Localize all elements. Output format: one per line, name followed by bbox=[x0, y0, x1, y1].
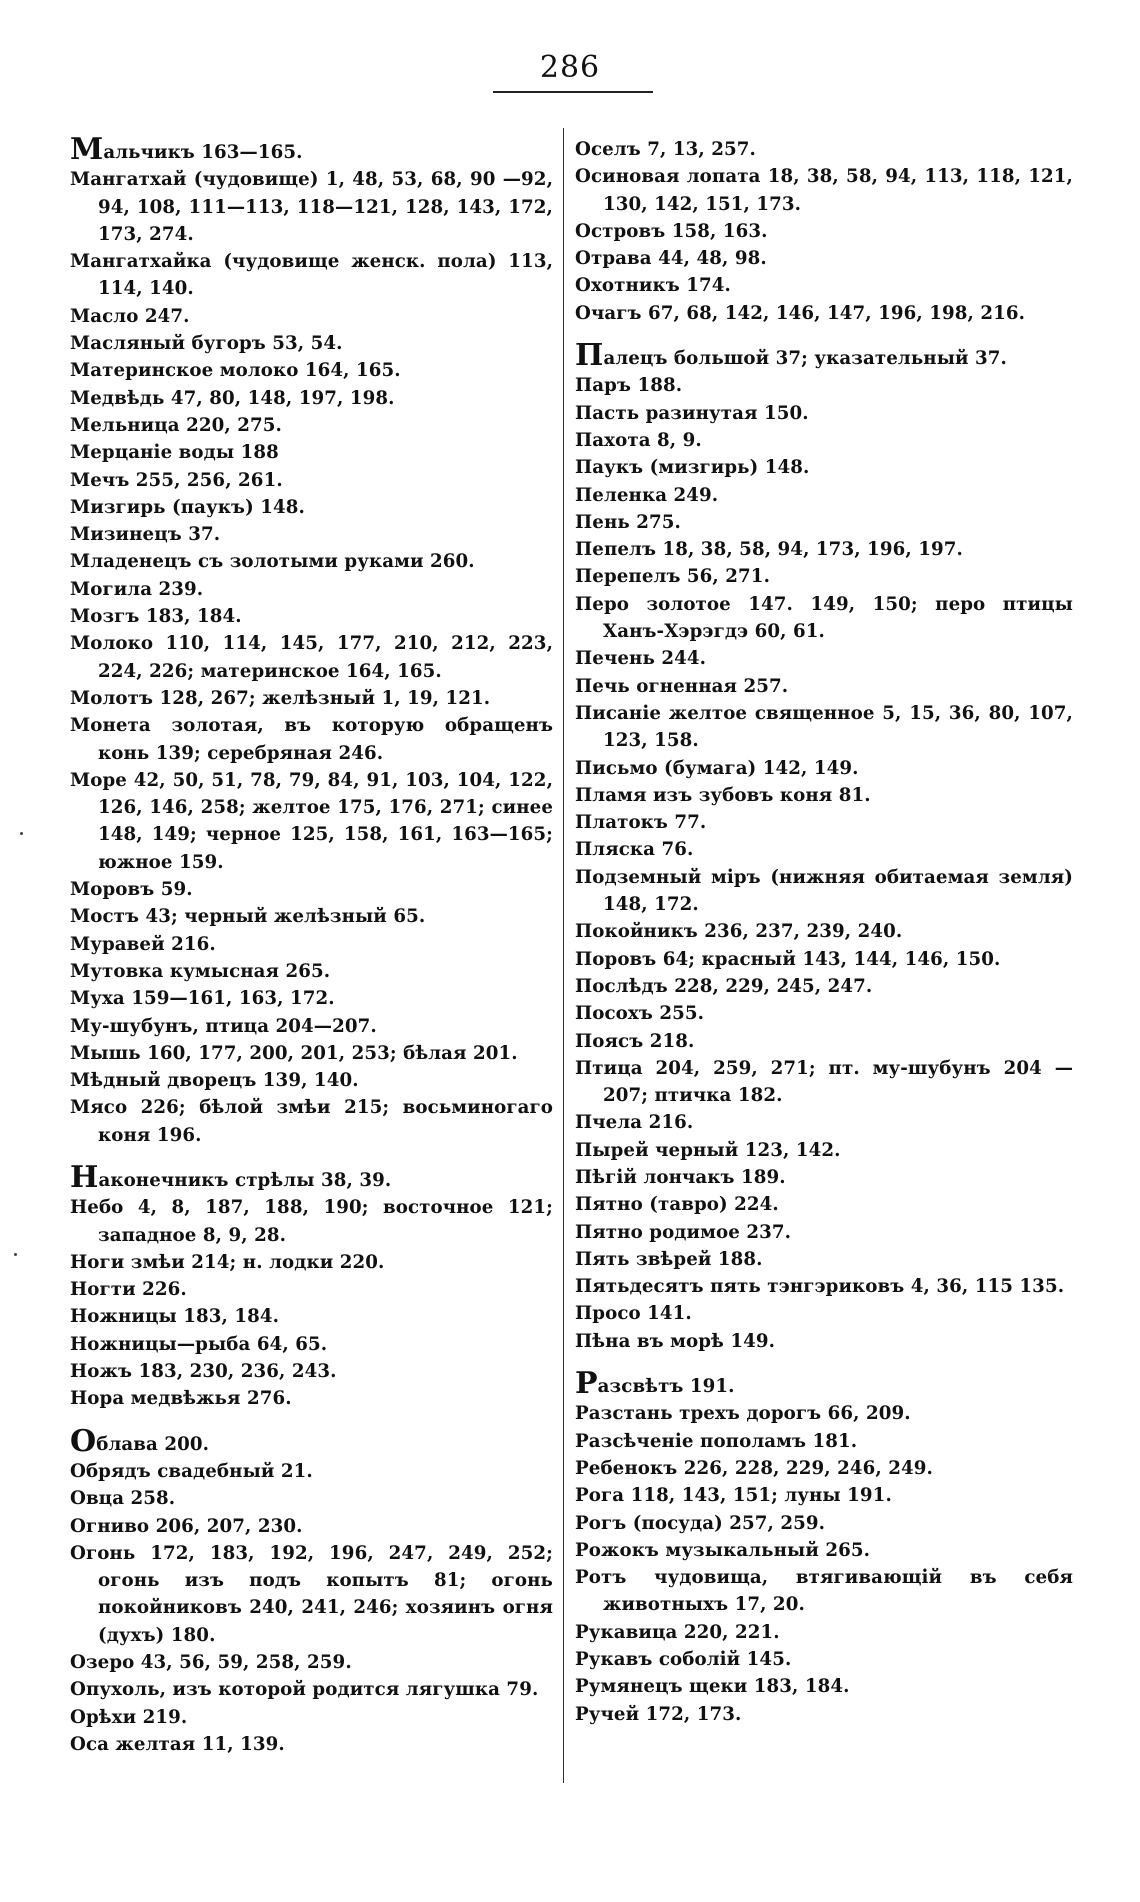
entry-text: альчикъ 163—165. bbox=[103, 142, 303, 163]
index-entry bbox=[575, 163, 1073, 218]
index-entry bbox=[70, 385, 553, 412]
index-entry bbox=[70, 603, 553, 630]
entry-text: Мельница 220, 275. bbox=[70, 414, 282, 436]
index-entry bbox=[70, 1358, 553, 1385]
initial-capital: Н bbox=[70, 1159, 99, 1195]
index-entry bbox=[575, 918, 1073, 945]
index-entry bbox=[70, 685, 553, 712]
entry-text: Румянецъ щеки 183, 184. bbox=[575, 1676, 850, 1698]
index-entry bbox=[70, 1731, 553, 1758]
entry-text: Молоко 110, 114, 145, 177, 210, 212, 223, 224, 226; материнское 164, 165. bbox=[70, 633, 553, 682]
index-entry bbox=[70, 166, 553, 248]
entry-text: Пень 275. bbox=[575, 511, 681, 533]
index-entry bbox=[575, 1055, 1073, 1110]
entry-text: Пѣгій лончакъ 189. bbox=[575, 1166, 786, 1188]
initial-capital: Р bbox=[575, 1366, 598, 1402]
index-entry bbox=[70, 548, 553, 575]
entry-text: Просо 141. bbox=[575, 1303, 692, 1325]
index-entry bbox=[575, 482, 1073, 509]
index-entry bbox=[575, 1619, 1073, 1646]
entry-text: Пляска 76. bbox=[575, 839, 694, 861]
index-entry bbox=[575, 645, 1073, 672]
index-entry bbox=[575, 1482, 1073, 1509]
entry-text: Оса желтая 11, 139. bbox=[70, 1733, 285, 1755]
entry-text: Ротъ чудовища, втягивающій въ себя животныхъ 17, 20. bbox=[575, 1567, 1073, 1616]
entry-text: Мясо 226; бѣлой змѣи 215; восьминогаго коня 196. bbox=[70, 1097, 553, 1146]
entry-text: Ноги змѣи 214; н. лодки 220. bbox=[70, 1251, 385, 1273]
entry-text: Младенецъ съ золотыми руками 260. bbox=[70, 551, 475, 573]
entry-text: Мерцаніе воды 188 bbox=[70, 442, 279, 464]
index-entry bbox=[70, 439, 553, 466]
index-entry bbox=[70, 1676, 553, 1703]
entry-text: Отрава 44, 48, 98. bbox=[575, 248, 767, 270]
index-letter-entry bbox=[70, 1423, 553, 1459]
index-entry bbox=[70, 1540, 553, 1649]
entry-text: Птица 204, 259, 271; пт. му-шубунъ 204 —207; птичка 182. bbox=[575, 1057, 1073, 1107]
entry-text: Пахота 8, 9. bbox=[575, 429, 702, 451]
index-entry bbox=[575, 755, 1073, 782]
entry-text: Пламя изъ зубовъ коня 81. bbox=[575, 784, 871, 806]
entry-text: Обрядъ свадебный 21. bbox=[70, 1460, 313, 1482]
index-entry bbox=[575, 1428, 1073, 1455]
index-entry bbox=[70, 330, 553, 357]
entry-text: Опухоль, изъ которой родится лягушка 79. bbox=[70, 1679, 539, 1701]
initial-capital: М bbox=[70, 132, 104, 167]
entry-text: Мозгъ 183, 184. bbox=[70, 606, 242, 628]
entry-text: Мангатхай (чудовище) 1, 48, 53, 68, 90 —92, 94, 108, 111—113, 118—121, 128, 143, 172, 173, 274. bbox=[70, 169, 553, 245]
index-entry bbox=[575, 1191, 1073, 1218]
index-entry bbox=[575, 1328, 1073, 1355]
entry-text: Пасть разинутая 150. bbox=[575, 402, 809, 424]
index-letter-entry bbox=[70, 132, 553, 167]
entry-text: Ногти 226. bbox=[70, 1279, 187, 1301]
entry-text: Ножъ 183, 230, 236, 243. bbox=[70, 1361, 337, 1383]
page-number: 286 bbox=[539, 50, 601, 85]
index-entry bbox=[575, 1028, 1073, 1055]
scan-speck bbox=[14, 1253, 17, 1256]
index-entry bbox=[70, 1385, 553, 1412]
entry-text: блава 200. bbox=[96, 1433, 210, 1455]
index-entry bbox=[70, 467, 553, 494]
index-entry bbox=[575, 1219, 1073, 1246]
entry-text: Посохъ 255. bbox=[575, 1003, 705, 1025]
entry-text: Молотъ 128, 267; желѣзный 1, 19, 121. bbox=[70, 687, 491, 709]
entry-text: Островъ 158, 163. bbox=[575, 220, 768, 242]
entry-text: Писаніе желтое священное 5, 15, 36, 80, 107, 123, 158. bbox=[575, 702, 1073, 752]
entry-text: Печень 244. bbox=[575, 648, 707, 670]
entry-text: Рогъ (посуда) 257, 259. bbox=[575, 1512, 826, 1534]
entry-text: Рожокъ музыкальный 265. bbox=[575, 1539, 871, 1561]
index-entry bbox=[575, 1400, 1073, 1427]
initial-capital: О bbox=[70, 1423, 97, 1459]
entry-text: Масло 247. bbox=[70, 305, 190, 327]
index-entry bbox=[575, 1564, 1073, 1619]
entry-text: Очагъ 67, 68, 142, 146, 147, 196, 198, 216. bbox=[575, 302, 1026, 324]
entry-text: Мангатхайка (чудовище женск. пола) 113, 114, 140. bbox=[70, 251, 553, 300]
index-entry bbox=[575, 136, 1073, 163]
index-entry bbox=[575, 864, 1073, 919]
entry-text: Пеленка 249. bbox=[575, 484, 719, 506]
index-entry bbox=[575, 509, 1073, 536]
entry-text: Могила 239. bbox=[70, 578, 204, 600]
entry-text: Пчела 216. bbox=[575, 1112, 694, 1134]
entry-text: Мечъ 255, 256, 261. bbox=[70, 469, 283, 491]
index-entry bbox=[575, 700, 1073, 755]
entry-text: Паръ 188. bbox=[575, 375, 683, 397]
index-letter-entry bbox=[575, 338, 1073, 374]
index-entry bbox=[70, 958, 553, 985]
index-entry bbox=[575, 1673, 1073, 1700]
entry-text: Пепелъ 18, 38, 58, 94, 173, 196, 197. bbox=[575, 539, 963, 561]
entry-text: Монета золотая, въ которую обращенъ конь 139; серебряная 246. bbox=[70, 715, 553, 764]
entry-text: Рога 118, 143, 151; луны 191. bbox=[575, 1485, 892, 1507]
index-entry bbox=[575, 1000, 1073, 1027]
entry-text: Огонь 172, 183, 192, 196, 247, 249, 252; огонь изъ подъ копытъ 81; огонь покойниковъ 240, 241, 246; хозяинъ огня (духъ) 180. bbox=[70, 1542, 553, 1646]
entry-text: Масляный бугоръ 53, 54. bbox=[70, 333, 343, 355]
entry-text: Небо 4, 8, 187, 188, 190; восточное 121; западное 8, 9, 28. bbox=[70, 1197, 553, 1246]
index-entry bbox=[70, 876, 553, 903]
index-entry bbox=[575, 1300, 1073, 1327]
entry-text: Мутовка кумысная 265. bbox=[70, 960, 331, 982]
entry-text: Пятно родимое 237. bbox=[575, 1221, 792, 1243]
entry-text: Пятьдесятъ пять тэнгэриковъ 4, 36, 115 135. bbox=[575, 1276, 1065, 1298]
index-entry bbox=[575, 300, 1073, 327]
index-entry bbox=[70, 931, 553, 958]
index-entry bbox=[575, 1137, 1073, 1164]
entry-text: Медвѣдь 47, 80, 148, 197, 198. bbox=[70, 387, 395, 409]
index-entry bbox=[575, 1510, 1073, 1537]
index-entry bbox=[575, 1455, 1073, 1482]
index-column-right bbox=[575, 136, 1073, 1728]
entry-text: Осиновая лопата 18, 38, 58, 94, 113, 118, 121, 130, 142, 151, 173. bbox=[575, 166, 1073, 215]
index-entry bbox=[575, 973, 1073, 1000]
index-entry bbox=[70, 1485, 553, 1512]
index-entry bbox=[70, 985, 553, 1012]
index-entry bbox=[70, 712, 553, 767]
index-entry bbox=[70, 494, 553, 521]
entry-text: Поясъ 218. bbox=[575, 1030, 695, 1052]
index-entry bbox=[70, 630, 553, 685]
index-entry bbox=[70, 576, 553, 603]
entry-text: Разсѣченіе пополамъ 181. bbox=[575, 1430, 858, 1452]
initial-capital: П bbox=[575, 338, 604, 374]
entry-text: Подземный міръ (нижняя обитаемая земля) 148, 172. bbox=[575, 866, 1073, 916]
page-number-rule bbox=[493, 91, 653, 93]
index-entry bbox=[575, 454, 1073, 481]
entry-text: Пять звѣрей 188. bbox=[575, 1248, 763, 1270]
entry-text: Печь огненная 257. bbox=[575, 675, 789, 697]
entry-text: Платокъ 77. bbox=[575, 812, 707, 834]
index-entry bbox=[70, 1458, 553, 1485]
entry-text: Муха 159—161, 163, 172. bbox=[70, 988, 335, 1010]
index-entry bbox=[575, 673, 1073, 700]
index-entry bbox=[575, 400, 1073, 427]
entry-text: Поровъ 64; красный 143, 144, 146, 150. bbox=[575, 948, 1001, 970]
entry-text: Перо золотое 147. 149, 150; перо птицы Ханъ-Хэрэгдэ 60, 61. bbox=[575, 593, 1073, 643]
index-entry bbox=[70, 1040, 553, 1067]
entry-text: Муравей 216. bbox=[70, 933, 216, 955]
index-entry bbox=[575, 1646, 1073, 1673]
entry-text: Охотникъ 174. bbox=[575, 275, 731, 297]
index-entry bbox=[575, 272, 1073, 299]
entry-text: Паукъ (мизгирь) 148. bbox=[575, 457, 810, 479]
index-entry bbox=[70, 1513, 553, 1540]
index-entry bbox=[575, 836, 1073, 863]
index-entry bbox=[575, 1109, 1073, 1136]
index-entry bbox=[70, 1276, 553, 1303]
entry-text: Пѣна въ морѣ 149. bbox=[575, 1330, 776, 1352]
index-entry bbox=[575, 427, 1073, 454]
entry-text: Мостъ 43; черный желѣзный 65. bbox=[70, 906, 426, 928]
index-entry bbox=[70, 1704, 553, 1731]
index-entry bbox=[70, 767, 553, 876]
entry-text: Разстань трехъ дорогъ 66, 209. bbox=[575, 1403, 911, 1425]
entry-text: алецъ большой 37; указательный 37. bbox=[603, 348, 1007, 370]
index-entry bbox=[575, 563, 1073, 590]
entry-text: Материнское молоко 164, 165. bbox=[70, 360, 401, 382]
entry-text: Пятно (тавро) 224. bbox=[575, 1194, 779, 1216]
entry-text: Огниво 206, 207, 230. bbox=[70, 1515, 303, 1537]
index-column-left bbox=[70, 132, 553, 1758]
index-entry bbox=[70, 248, 553, 303]
index-entry bbox=[575, 218, 1073, 245]
index-entry bbox=[70, 1013, 553, 1040]
index-entry bbox=[70, 521, 553, 548]
index-entry bbox=[575, 782, 1073, 809]
entry-text: Мизгирь (паукъ) 148. bbox=[70, 496, 305, 518]
index-entry bbox=[575, 946, 1073, 973]
index-entry bbox=[70, 357, 553, 384]
entry-text: Ребенокъ 226, 228, 229, 246, 249. bbox=[575, 1457, 933, 1479]
entry-text: аконечникъ стрѣлы 38, 39. bbox=[98, 1169, 392, 1191]
index-entry bbox=[70, 303, 553, 330]
scan-speck bbox=[20, 832, 23, 835]
index-entry bbox=[70, 1649, 553, 1676]
index-entry bbox=[575, 1701, 1073, 1728]
index-entry bbox=[575, 372, 1073, 399]
index-entry bbox=[575, 1537, 1073, 1564]
index-entry bbox=[575, 591, 1073, 646]
entry-text: Му-шубунъ, птица 204—207. bbox=[70, 1015, 377, 1037]
entry-text: Море 42, 50, 51, 78, 79, 84, 91, 103, 104, 122, 126, 146, 258; желтое 175, 176, 271; синее 148, 149; черное 125, 158, 161, 163—165; южное 159. bbox=[70, 769, 553, 873]
index-entry bbox=[70, 1067, 553, 1094]
entry-text: Орѣхи 219. bbox=[70, 1706, 188, 1728]
entry-text: азсвѣтъ 191. bbox=[597, 1376, 735, 1398]
index-entry bbox=[575, 536, 1073, 563]
entry-text: Мышь 160, 177, 200, 201, 253; бѣлая 201. bbox=[70, 1042, 518, 1064]
entry-text: Рукавица 220, 221. bbox=[575, 1621, 780, 1643]
index-entry bbox=[575, 1164, 1073, 1191]
entry-text: Моровъ 59. bbox=[70, 879, 193, 901]
entry-text: Ножницы—рыба 64, 65. bbox=[70, 1333, 328, 1355]
entry-text: Нора медвѣжья 276. bbox=[70, 1388, 292, 1410]
entry-text: Овца 258. bbox=[70, 1488, 176, 1510]
entry-text: Пырей черный 123, 142. bbox=[575, 1139, 841, 1161]
index-entry bbox=[70, 1094, 553, 1149]
entry-text: Оселъ 7, 13, 257. bbox=[575, 139, 756, 160]
entry-text: Рукавъ соболій 145. bbox=[575, 1649, 792, 1671]
entry-text: Ножницы 183, 184. bbox=[70, 1306, 280, 1328]
entry-text: Мизинецъ 37. bbox=[70, 524, 221, 546]
index-entry bbox=[70, 412, 553, 439]
entry-text: Ручей 172, 173. bbox=[575, 1703, 742, 1725]
index-entry bbox=[575, 245, 1073, 272]
index-entry bbox=[575, 1246, 1073, 1273]
entry-text: Послѣдъ 228, 229, 245, 247. bbox=[575, 975, 873, 997]
index-letter-entry bbox=[70, 1159, 553, 1195]
index-entry bbox=[70, 1194, 553, 1249]
entry-text: Покойникъ 236, 237, 239, 240. bbox=[575, 921, 903, 943]
entry-text: Мѣдный дворецъ 139, 140. bbox=[70, 1070, 359, 1092]
index-entry bbox=[575, 1273, 1073, 1300]
entry-text: Озеро 43, 56, 59, 258, 259. bbox=[70, 1652, 352, 1674]
column-divider bbox=[563, 128, 564, 1783]
index-entry bbox=[575, 809, 1073, 836]
index-letter-entry bbox=[575, 1366, 1073, 1402]
index-entry bbox=[70, 1331, 553, 1358]
index-entry bbox=[70, 1303, 553, 1330]
entry-text: Письмо (бумага) 142, 149. bbox=[575, 757, 859, 779]
index-entry bbox=[70, 1249, 553, 1276]
entry-text: Перепелъ 56, 271. bbox=[575, 566, 770, 588]
index-entry bbox=[70, 903, 553, 930]
